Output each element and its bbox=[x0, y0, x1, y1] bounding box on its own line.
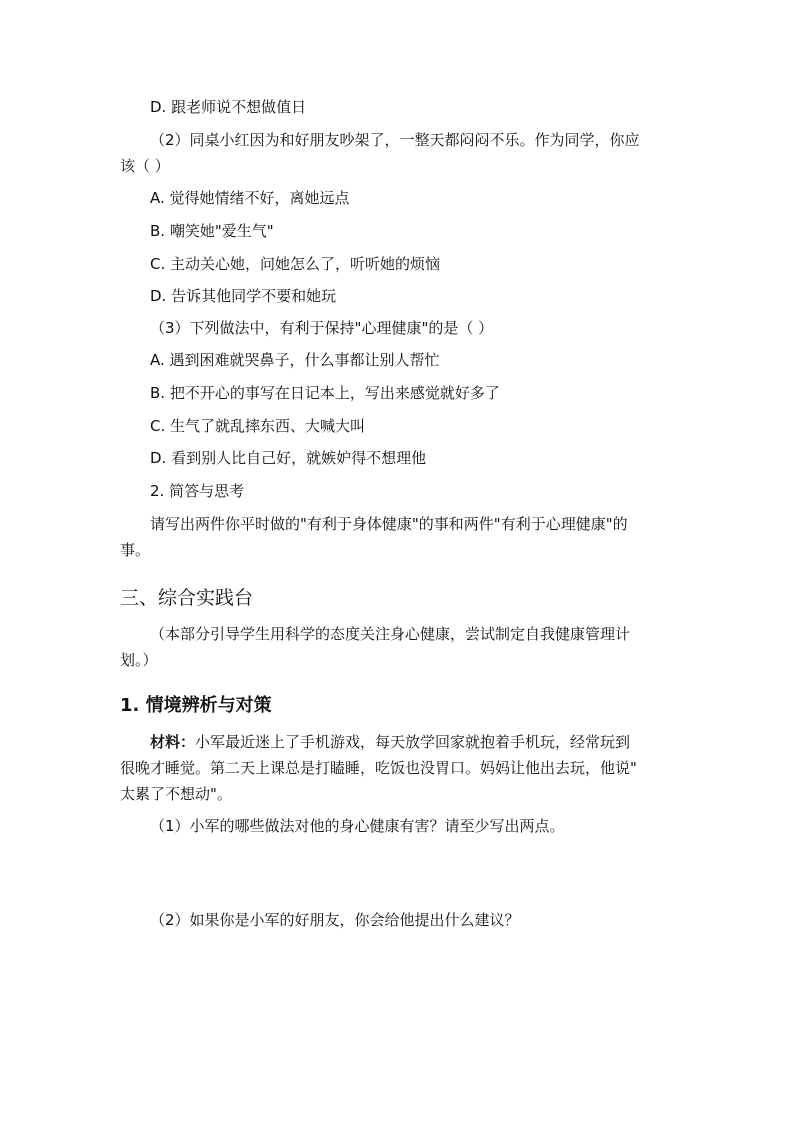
q2-stem-line2: 该（ ） bbox=[120, 157, 170, 175]
q1-option-d: D. 跟老师说不想做值日 bbox=[150, 98, 307, 116]
question-1: （1）小军的哪些做法对他的身心健康有害？请至少写出两点。 bbox=[150, 817, 565, 835]
question-2: （2）如果你是小军的好朋友，你会给他提出什么建议？ bbox=[150, 911, 520, 929]
q2-option-d: D. 告诉其他同学不要和她玩 bbox=[150, 287, 337, 305]
q3-stem: （3）下列做法中，有利于保持"心理健康"的是（ ） bbox=[150, 319, 494, 337]
q2-option-b: B. 嘲笑她"爱生气" bbox=[150, 222, 274, 240]
short-answer-prompt-line1: 请写出两件你平时做的"有利于身体健康"的事和两件"有利于心理健康"的 bbox=[150, 515, 628, 533]
material-line3: 太累了不想动"。 bbox=[120, 785, 232, 803]
q3-option-c: C. 生气了就乱摔东西、大喊大叫 bbox=[150, 417, 366, 435]
section3-intro-line1: （本部分引导学生用科学的态度关注身心健康，尝试制定自我健康管理计 bbox=[150, 625, 631, 643]
section3-intro-line2: 划。） bbox=[120, 651, 158, 669]
q3-option-b: B. 把不开心的事写在日记本上，写出来感觉就好多了 bbox=[150, 384, 500, 402]
section3-title: 三、综合实践台 bbox=[120, 587, 254, 609]
short-answer-title: 2. 简答与思考 bbox=[150, 482, 245, 500]
q2-option-c: C. 主动关心她，问她怎么了，听听她的烦恼 bbox=[150, 255, 441, 273]
q2-option-a: A. 觉得她情绪不好，离她远点 bbox=[150, 189, 350, 207]
material-line1 bbox=[150, 732, 630, 752]
q3-option-d: D. 看到别人比自己好，就嫉妒得不想理他 bbox=[150, 449, 427, 467]
q2-stem-line1: （2）同桌小红因为和好朋友吵架了，一整天都闷闷不乐。作为同学，你应 bbox=[150, 131, 640, 149]
short-answer-prompt-line2: 事。 bbox=[120, 541, 151, 559]
material-label: 材料： bbox=[150, 733, 196, 751]
material-line2: 很晚才睡觉。第二天上课总是打瞌睡，吃饭也没胃口。妈妈让他出去玩，他说" bbox=[120, 759, 637, 777]
q3-option-a: A. 遇到困难就哭鼻子，什么事都让别人帮忙 bbox=[150, 351, 440, 369]
sub1-title: 1. 情境辨析与对策 bbox=[120, 695, 272, 716]
material-text-1: 小军最近迷上了手机游戏，每天放学回家就抱着手机玩，经常玩到 bbox=[195, 733, 631, 751]
